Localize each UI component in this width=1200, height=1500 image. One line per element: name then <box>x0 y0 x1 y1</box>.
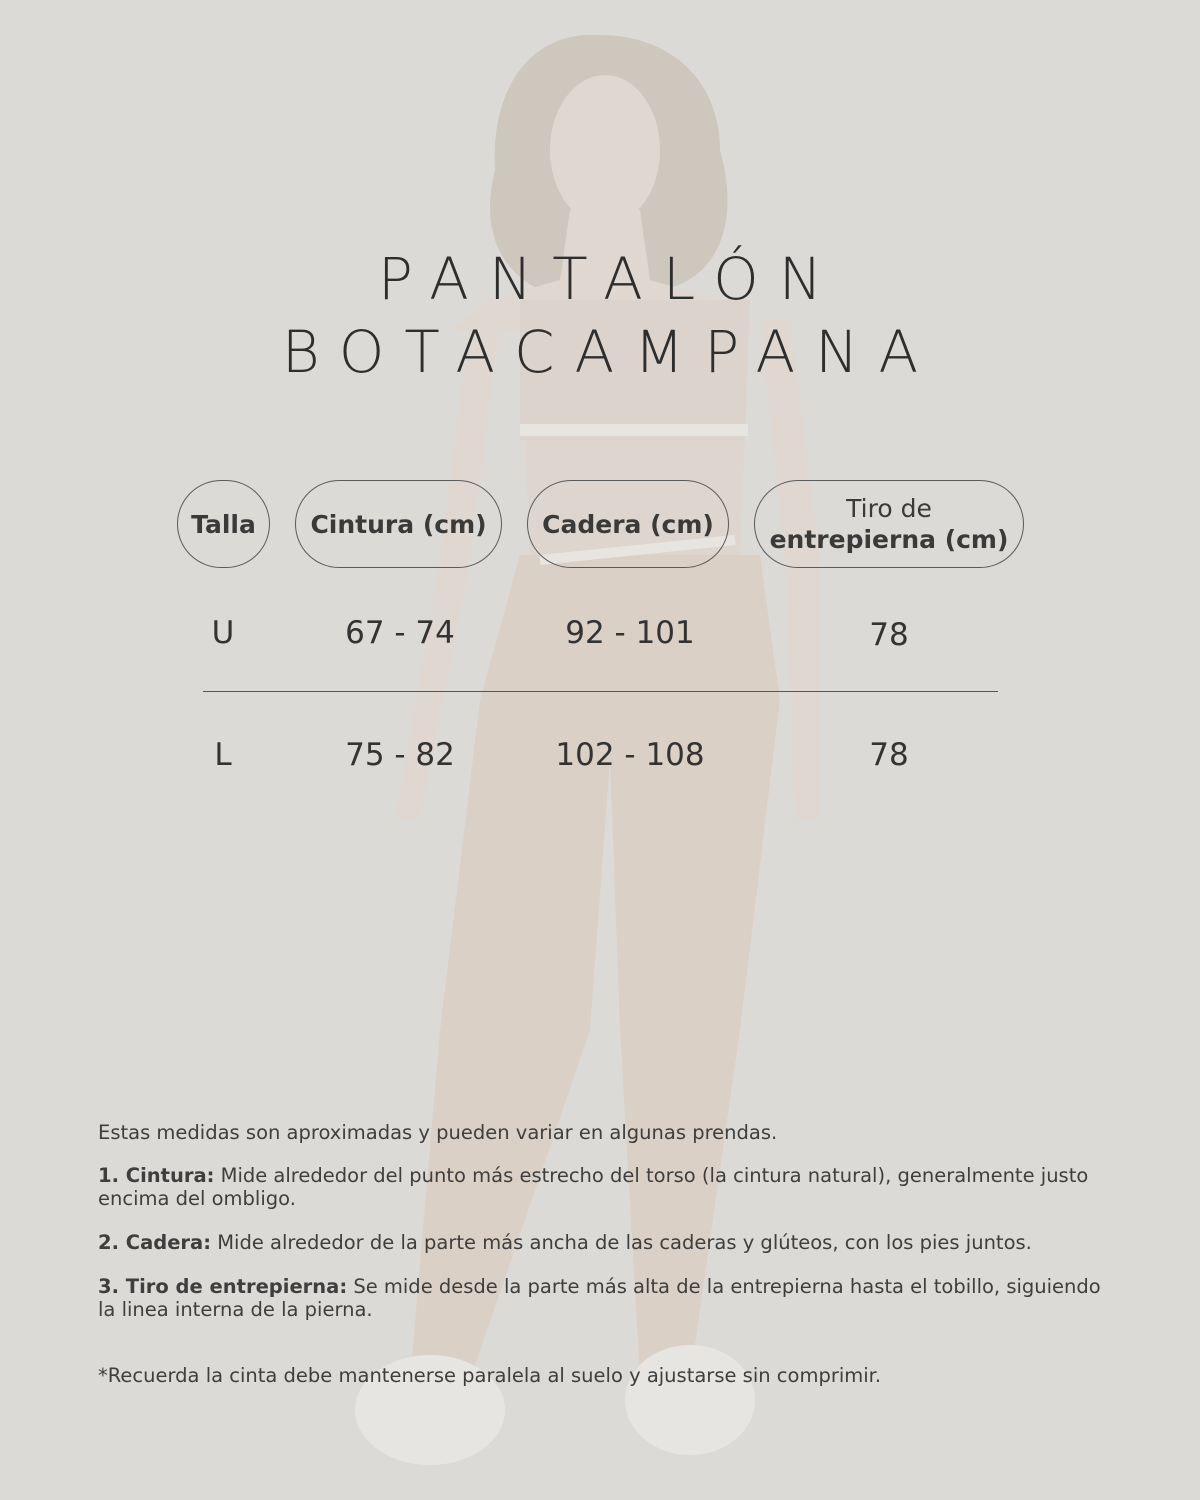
note-text: Mide alrededor del punto más estrecho del torso (la cintura natural), generalmente justo encima del ombligo. <box>98 1164 1089 1210</box>
table-cell-tiro: 78 <box>869 737 909 773</box>
note-cadera <box>98 1231 1118 1254</box>
page-title-line1: PANTALÓN <box>377 245 843 313</box>
row-divider <box>203 691 998 692</box>
header-tiro-line2: entrepierna (cm) <box>769 525 1009 554</box>
note-cintura <box>98 1164 1118 1210</box>
header-cintura-label: Cintura (cm) <box>310 509 487 539</box>
table-cell-tiro: 78 <box>869 617 909 653</box>
table-cell-cadera: 102 - 108 <box>555 737 705 773</box>
header-tiro-line1: Tiro de <box>846 494 932 523</box>
header-cintura <box>295 480 502 568</box>
header-talla-label: Talla <box>191 509 256 539</box>
note-label: 3. Tiro de entrepierna: <box>98 1275 348 1298</box>
table-cell-size: U <box>211 615 235 651</box>
page-title-line2: BOTACAMPANA <box>281 318 939 386</box>
table-cell-cintura: 75 - 82 <box>345 737 455 773</box>
notes-intro: Estas medidas son aproximadas y pueden variar en algunas prendas. <box>98 1121 778 1144</box>
note-label: 1. Cintura: <box>98 1164 215 1187</box>
header-talla <box>177 480 270 568</box>
header-cadera-label: Cadera (cm) <box>542 509 714 539</box>
footnote: *Recuerda la cinta debe mantenerse paralela al suelo y ajustarse sin comprimir. <box>98 1364 882 1387</box>
table-cell-cadera: 92 - 101 <box>565 615 695 651</box>
table-cell-cintura: 67 - 74 <box>345 615 455 651</box>
header-tiro <box>754 480 1024 568</box>
note-tiro <box>98 1275 1118 1321</box>
header-cadera <box>527 480 729 568</box>
note-text: Se mide desde la parte más alta de la entrepierna hasta el tobillo, siguiendo la linea interna de la pierna. <box>98 1275 1101 1321</box>
table-cell-size: L <box>214 737 232 773</box>
note-text: Mide alrededor de la parte más ancha de las caderas y glúteos, con los pies juntos. <box>211 1231 1032 1254</box>
note-label: 2. Cadera: <box>98 1231 211 1254</box>
